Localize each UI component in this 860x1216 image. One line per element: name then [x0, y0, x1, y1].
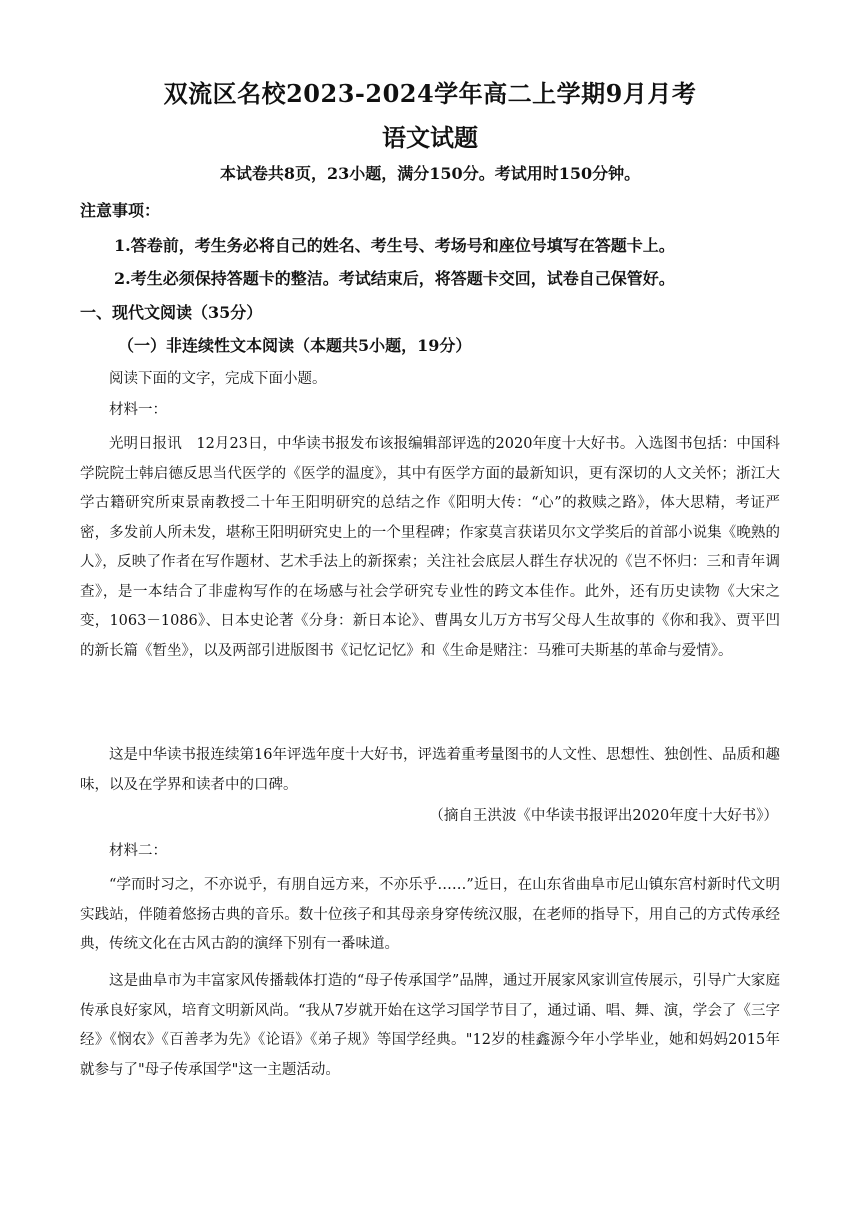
section-heading: 一、现代文阅读（35分） — [80, 303, 263, 322]
exam-info: 本试卷共8页，23小题，满分150分。考试用时150分钟。 — [219, 164, 641, 183]
material-paragraph: 这是中华读书报连续第16年评选年度十大好书，评选着重考量图书的人文性、思想性、独创性、品质和趣味，以及在学界和读者中的口碑。 — [80, 747, 780, 793]
exam-title: 双流区名校2023-2024学年高二上学期9月月考 — [163, 79, 697, 108]
material-paragraph: 这是曲阜市为丰富家风传播载体打造的“母子传承国学”品牌，通过开展家风家训宣传展示，引导广大家庭传承良好家风，培育文明新风尚。“我从7岁就开始在这学习国学节目了，通过诵、唱、舞、演，学会了《三字经》《悯农》《百善孝为先》《论语》《弟子规》等国学经典。"12岁的桂鑫源今年小学毕业，她和妈妈2015年就参与了"母子传承国学"这一主题活动。 — [80, 973, 780, 1078]
material-paragraph: 光明日报讯 12月23日，中华读书报发布该报编辑部评选的2020年度十大好书。入选图书包括：中国科学院院士韩启德反思当代医学的《医学的温度》，其中有医学方面的最新知识，更有深切的人文关怀；浙江大学古籍研究所束景南教授二十年王阳明研究的总结之作《阳明大传：“心”的救赎之路》，体大思精，考证严密，多发前人所未发，堪称王阳明研究史上的一个里程碑；作家莫言获诺贝尔文学奖后的首部小说集《晚熟的人》，反映了作者在写作题材、艺术手法上的新探索；关注社会底层人群生存状况的《岂不怀归：三和青年调查》，是一本结合了非虚构写作的在场感与社会学研究专业性的跨文本佳作。此外，还有历史读物《大宋之变，1063－1086》、日本史论著《分身：新日本论》、曹禺女儿万方书写父母人生故事的《你和我》、贾平凹的新长篇《暂坐》，以及两部引进版图书《记忆记忆》和《生命是赌注：马雅可夫斯基的革命与爱情》。 — [80, 436, 780, 659]
material-paragraph: “学而时习之，不亦说乎，有朋自远方来，不亦乐乎……”近日，在山东省曲阜市尼山镇东宫村新时代文明实践站，伴随着悠扬古典的音乐。数十位孩子和其母亲身穿传统汉服，在老师的指导下，用自己的方式传承经典，传统文化在古风古韵的演绎下别有一番味道。 — [80, 877, 780, 952]
material-source: （摘自王洪波《中华读书报评出2020年度十大好书》） — [429, 808, 778, 824]
material-label: 材料一： — [109, 402, 167, 418]
exam-subject: 语文试题 — [382, 123, 478, 152]
material-label: 材料二： — [109, 843, 167, 859]
notice-item: 1.答卷前，考生务必将自己的姓名、考生号、考场号和座位号填写在答题卡上。 — [114, 236, 675, 255]
subsection-heading: （一）非连续性文本阅读（本题共5小题，19分） — [118, 336, 472, 355]
reading-instruction: 阅读下面的文字，完成下面小题。 — [109, 371, 327, 387]
notice-item: 2.考生必须保持答题卡的整洁。考试结束后，将答题卡交回，试卷自己保管好。 — [114, 269, 675, 288]
notice-heading: 注意事项： — [80, 201, 161, 220]
